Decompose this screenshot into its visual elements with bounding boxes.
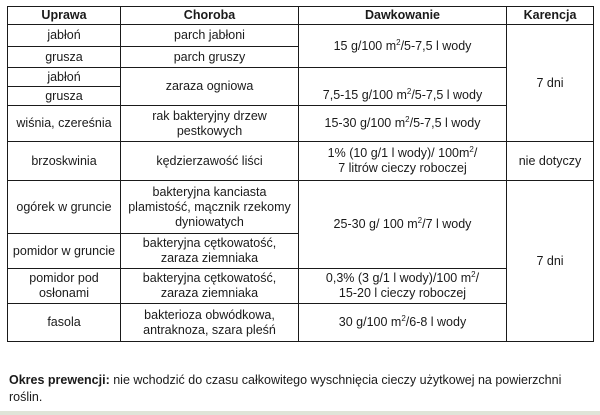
disease-cell: bakteryjna kanciasta plamistość, mącznik rzekomy dyniowatych	[121, 181, 299, 234]
prevention-note	[9, 372, 589, 406]
disease-cell: bakteryjna cętkowatość, zaraza ziemniaka	[121, 234, 299, 269]
disease-cell: kędzierzawość liści	[121, 142, 299, 181]
header-disease: Choroba	[121, 7, 299, 25]
crop-cell: wiśnia, czereśnia	[8, 106, 121, 142]
header-crop: Uprawa	[8, 7, 121, 25]
dosage-table-wrapper	[7, 6, 593, 342]
crop-cell: grusza	[8, 47, 121, 68]
prevention-text: nie wchodzić do czasu całkowitego wyschnięcia cieczy użytkowej na powierzchni roślin.	[9, 373, 562, 404]
crop-cell: brzoskwinia	[8, 142, 121, 181]
disease-cell: zaraza ogniowa	[121, 68, 299, 106]
header-row	[8, 7, 594, 25]
dosage-cell: 25-30 g/ 100 $m^2/7$ l wody	[299, 181, 507, 269]
disease-cell: parch jabłoni	[121, 25, 299, 47]
disease-cell: bakteryjna cętkowatość, zaraza ziemniaka	[121, 269, 299, 304]
table-row	[8, 25, 594, 47]
header-dosage: Dawkowanie	[299, 7, 507, 25]
table-row	[8, 181, 594, 234]
dosage-table	[7, 6, 594, 342]
table-row	[8, 269, 594, 304]
table-row	[8, 87, 594, 106]
waiting-cell: nie dotyczy	[507, 142, 594, 181]
dosage-cell: 30 g/100 $m^2/6-8$ l wody	[299, 304, 507, 342]
header-waiting-period: Karencja	[507, 7, 594, 25]
crop-cell: ogórek w gruncie	[8, 181, 121, 234]
table-row	[8, 106, 594, 142]
disease-cell: rak bakteryjny drzew pestkowych	[121, 106, 299, 142]
crop-cell: jabłoń	[8, 68, 121, 87]
waiting-cell: 7 dni	[507, 25, 594, 142]
dosage-cell: 15 g/100 $m^2/5-7,5$ l wody	[299, 25, 507, 68]
crop-cell: jabłoń	[8, 25, 121, 47]
crop-cell: grusza	[8, 87, 121, 106]
bottom-strip	[0, 411, 600, 415]
dosage-cell-empty	[299, 68, 507, 87]
dosage-cell: 7,5-15 g/100 $m^2/5-7,5$ l wody	[299, 87, 507, 106]
table-row	[8, 142, 594, 181]
waiting-cell: 7 dni	[507, 181, 594, 342]
disease-cell: parch gruszy	[121, 47, 299, 68]
dosage-cell: 1% (10 g/1 l wody)/ $100m^2/$ 7 litrów cieczy roboczej	[299, 142, 507, 181]
crop-cell: pomidor pod osłonami	[8, 269, 121, 304]
crop-cell: pomidor w gruncie	[8, 234, 121, 269]
dosage-cell: 0,3% (3 g/1 l wody)/100 $m^2/$ 15-20 l cieczy roboczej	[299, 269, 507, 304]
crop-cell: fasola	[8, 304, 121, 342]
disease-cell: bakterioza obwódkowa, antraknoza, szara pleśń	[121, 304, 299, 342]
dosage-cell: 15-30 g/100 $m^2/5-7,5$ l wody	[299, 106, 507, 142]
prevention-label: Okres prewencji:	[9, 373, 110, 387]
table-row	[8, 68, 594, 87]
table-row	[8, 304, 594, 342]
